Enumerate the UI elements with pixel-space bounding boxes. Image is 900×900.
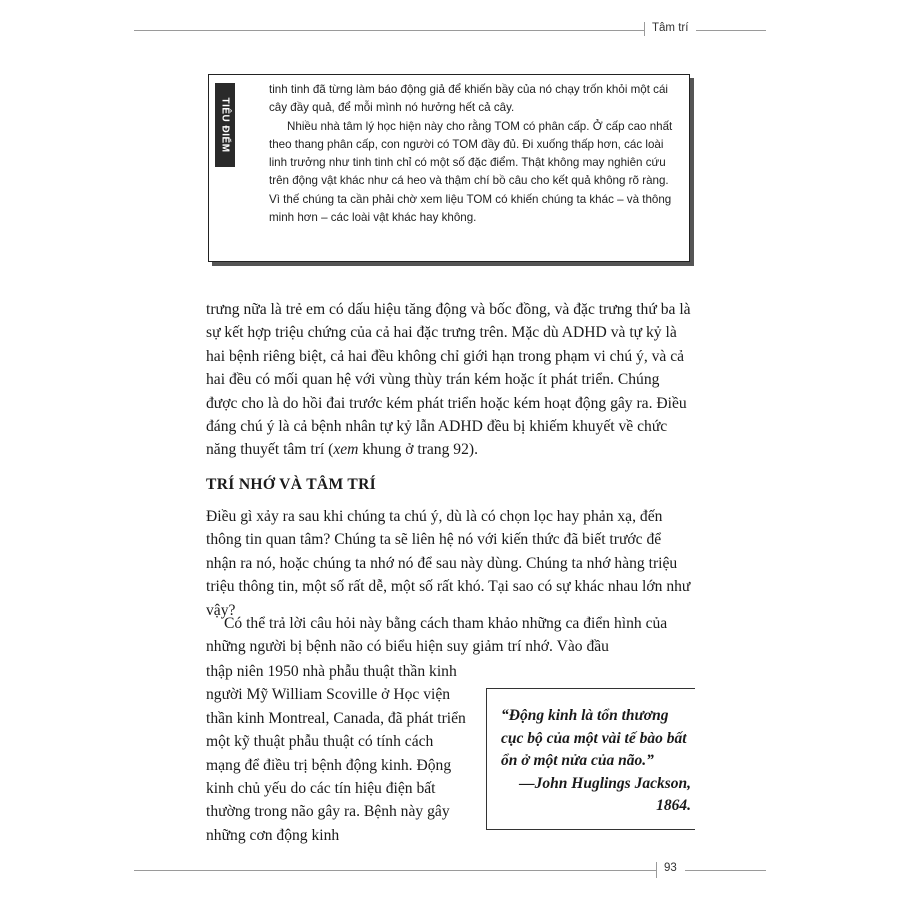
page-number-divider	[656, 862, 657, 878]
body-paragraph-2: Điều gì xảy ra sau khi chúng ta chú ý, dù là có chọn lọc hay phản xạ, đến thông tin quan tâm? Chúng ta sẽ liên hệ nó với kiến thức đã biết trước để nhận ra nó, hoặc chúng ta nhớ nó để sau này dùng. Chúng ta nhớ hàng triệu triệu thông tin, một số rất dễ, một số rất khó. Tại sao có sự khác nhau lớn như vậy?	[206, 508, 691, 619]
pull-quote-attribution: —John Huglings Jackson, 1864.	[519, 774, 691, 814]
pull-quote-box	[486, 688, 695, 830]
body-paragraph-3: Có thể trả lời câu hỏi này bằng cách tham khảo những ca điển hình của những người bị bệnh não có biểu hiện suy giảm trí nhớ. Vào đầu	[206, 615, 668, 656]
running-head-divider	[644, 22, 645, 36]
pull-quote-text: “Động kinh là tổn thương cục bộ của một vài tế bào bất ổn ở một nửa của não.”	[501, 707, 687, 769]
body-paragraph-1-end: khung ở trang 92).	[358, 441, 478, 459]
page-number	[656, 862, 685, 874]
sidebar-tab	[215, 83, 235, 167]
body-paragraph-3-column: thập niên 1950 nhà phẫu thuật thần kinh người Mỹ William Scoville ở Học viện thần kinh Montreal, Canada, đã phát triển một kỹ thuật phẫu thuật có tính cách mạng để điều trị bệnh động kinh. Động kinh chủ yếu do các tín hiệu điện bất thường trong não gây ra. Bệnh này gây những cơn động kinh	[206, 663, 466, 844]
section-heading: TRÍ NHỚ VÀ TÂM TRÍ	[206, 476, 377, 493]
page-number-text: 93	[664, 862, 677, 874]
body-paragraph-1-text: trưng nữa là trẻ em có dấu hiệu tăng động và bốc đồng, và đặc trưng thứ ba là sự kết hợp triệu chứng của cả hai đặc trưng trên. Mặc dù ADHD và tự kỷ là hai bệnh riêng biệt, cả hai đều không chỉ giới hạn trong phạm vi chú ý, và cả hai đều có mối quan hệ với vùng thùy trán kém hoặc ít phát triển. Chúng được cho là do hồi đai trước kém phát triển hoặc kém hoạt động gây ra. Điều đáng chú ý là cả bệnh nhân tự kỷ lẫn ADHD đều bị khiếm khuyết về chức năng thuyết tâm trí (	[206, 301, 691, 459]
sidebar-tab-label: TIÊU ĐIỂM	[219, 97, 231, 153]
sidebar-paragraph: tinh tinh đã từng làm báo động giả để khiến bầy của nó chạy trốn khỏi một cái cây đầy quả, để mỗi mình nó hưởng hết cả cây.	[269, 83, 668, 115]
sidebar-text	[269, 81, 673, 227]
running-head-text: Tâm trí	[652, 22, 689, 34]
focus-sidebar-box	[208, 74, 690, 262]
sidebar-paragraph: Nhiều nhà tâm lý học hiện này cho rằng TOM có phân cấp. Ở cấp cao nhất theo thang phân cấp, con người có TOM đầy đủ. Đi xuống thấp hơn, các loài linh trưởng như tinh tinh chỉ có một số đặc điểm. Thật không may nghiên cứu trên động vật khác như cá heo và thậm chí bồ câu cho kết quả không rõ ràng. Vì thế chúng ta cần phải chờ xem liệu TOM có khiến chúng ta khác – và thông minh hơn – các loài vật khác hay không.	[269, 119, 673, 225]
pull-quote	[501, 705, 691, 818]
running-head	[644, 22, 696, 34]
body-paragraph-1	[206, 298, 694, 462]
body-paragraph-1-emphasis: xem	[333, 441, 359, 459]
